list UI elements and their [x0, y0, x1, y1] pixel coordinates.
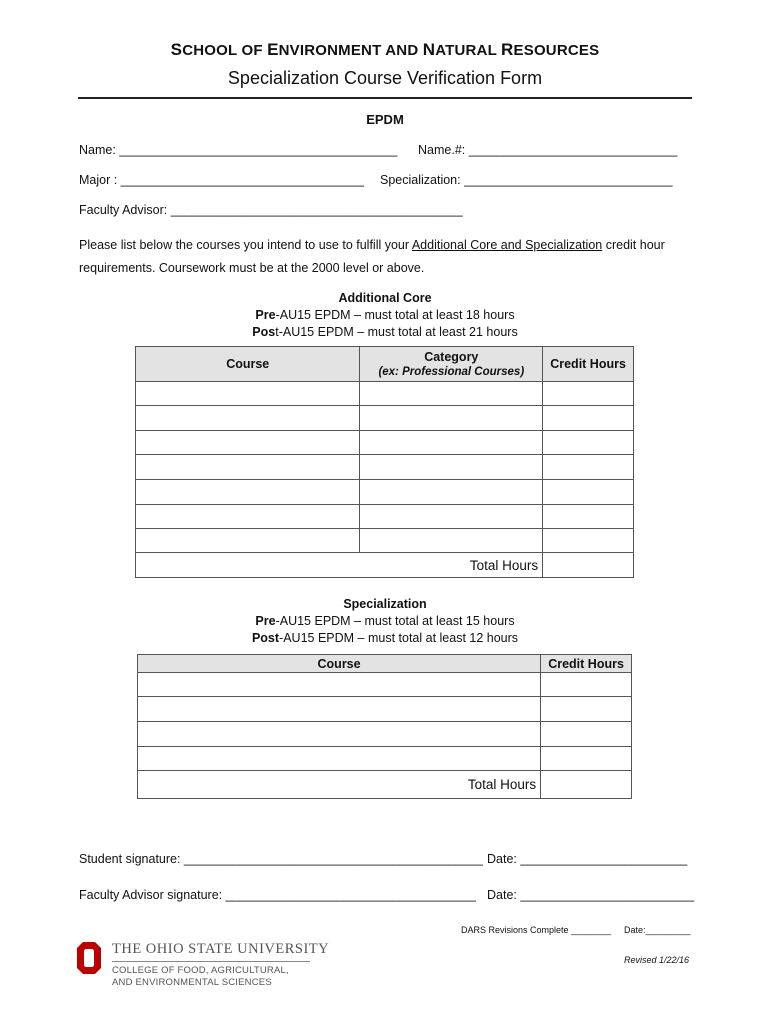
- category-example: (ex: Professional Courses): [378, 366, 525, 378]
- total-hours-label: Total Hours: [138, 771, 541, 799]
- wordmark-divider: [112, 961, 310, 962]
- additional-core-heading: [0, 290, 770, 341]
- advisor-date-field[interactable]: Date: _________________________: [487, 888, 695, 902]
- total-hours-cell[interactable]: [541, 771, 632, 799]
- college-name-line-2: AND ENVIRONMENTAL SCIENCES: [112, 977, 272, 988]
- university-name: THE OHIO STATE UNIVERSITY: [112, 941, 330, 957]
- school-initial-s: S: [170, 40, 183, 59]
- credit-cell[interactable]: [543, 382, 634, 406]
- major-field[interactable]: Major : ___________________________________: [79, 173, 364, 187]
- additional-core-table: [135, 346, 634, 578]
- instructions-text-2: credit hour requirements. Coursework must be at the 2000 level or above.: [79, 238, 665, 275]
- school-initial-r: R: [501, 40, 514, 59]
- credit-cell[interactable]: [541, 697, 632, 722]
- credit-cell[interactable]: [541, 673, 632, 697]
- osu-block-o-logo: [76, 941, 102, 975]
- total-hours-cell[interactable]: [543, 553, 634, 578]
- table-row: [138, 747, 632, 771]
- faculty-advisor-field[interactable]: Faculty Advisor: __________________________________________: [79, 203, 463, 217]
- table-row: [136, 382, 634, 406]
- specialization-field[interactable]: Specialization: ______________________________: [380, 173, 673, 187]
- course-cell[interactable]: [138, 697, 541, 722]
- category-cell[interactable]: [360, 431, 543, 455]
- category-cell[interactable]: [360, 480, 543, 505]
- additional-core-title: Additional Core: [338, 291, 432, 305]
- school-part-3: ATURAL: [435, 42, 502, 59]
- category-cell[interactable]: [360, 529, 543, 553]
- dars-date-field[interactable]: Date:_________: [624, 925, 691, 935]
- post-rest: -AU15 EPDM – must total at least 12 hours: [279, 631, 519, 645]
- table-row: [136, 406, 634, 431]
- school-part-1: CHOOL OF: [182, 42, 268, 59]
- university-wordmark: [112, 941, 329, 989]
- credit-cell[interactable]: [543, 505, 634, 529]
- table-row: [136, 480, 634, 505]
- specialization-title: Specialization: [343, 597, 427, 611]
- post-bold: Post: [251, 631, 280, 645]
- header-divider: [78, 97, 692, 99]
- course-cell[interactable]: [136, 529, 360, 553]
- total-row: [136, 553, 634, 578]
- credit-cell[interactable]: [541, 747, 632, 771]
- course-cell[interactable]: [138, 747, 541, 771]
- pre-rest: -AU15 EPDM – must total at least 18 hours: [275, 308, 515, 322]
- course-cell[interactable]: [136, 431, 360, 455]
- table-row: [138, 722, 632, 747]
- col-header-credit-hours: Credit Hours: [541, 655, 632, 673]
- school-part-2: NVIRONMENT AND: [278, 42, 423, 59]
- instructions-underlined: Additional Core and Specialization: [411, 238, 603, 252]
- course-cell[interactable]: [138, 673, 541, 697]
- college-name-line-1: COLLEGE OF FOOD, AGRICULTURAL,: [112, 965, 289, 976]
- table-header-row: [136, 347, 634, 382]
- table-row: [138, 697, 632, 722]
- credit-cell[interactable]: [543, 406, 634, 431]
- credit-cell[interactable]: [543, 480, 634, 505]
- table-row: [136, 529, 634, 553]
- additional-core-pre-rule: [0, 307, 770, 324]
- total-row: [138, 771, 632, 799]
- instructions-paragraph: [79, 234, 699, 280]
- category-cell[interactable]: [360, 382, 543, 406]
- name-field[interactable]: Name: ________________________________________: [79, 143, 398, 157]
- col-header-credit-hours: Credit Hours: [543, 347, 634, 382]
- course-cell[interactable]: [136, 505, 360, 529]
- table-row: [138, 673, 632, 697]
- table-header-row: [138, 655, 632, 673]
- school-initial-n: N: [422, 40, 436, 59]
- course-cell[interactable]: [136, 480, 360, 505]
- table-row: [136, 505, 634, 529]
- name-number-field[interactable]: Name.#: ______________________________: [418, 143, 678, 157]
- pre-bold: Pre: [255, 308, 276, 322]
- specialization-heading: [0, 596, 770, 647]
- student-signature-field[interactable]: Student signature: ___________________________________________: [79, 852, 483, 866]
- program-name: EPDM: [366, 112, 404, 127]
- additional-core-post-rule: [0, 324, 770, 341]
- category-cell[interactable]: [360, 505, 543, 529]
- category-cell[interactable]: [360, 455, 543, 480]
- course-cell[interactable]: [136, 455, 360, 480]
- student-date-field[interactable]: Date: ________________________: [487, 852, 688, 866]
- course-cell[interactable]: [136, 406, 360, 431]
- form-title: Specialization Course Verification Form: [227, 68, 543, 88]
- category-cell[interactable]: [360, 406, 543, 431]
- course-cell[interactable]: [138, 722, 541, 747]
- school-initial-e: E: [267, 40, 279, 59]
- col-header-course: Course: [136, 347, 360, 382]
- dars-revisions-field[interactable]: DARS Revisions Complete ________: [461, 925, 612, 935]
- table-row: [136, 431, 634, 455]
- advisor-signature-field[interactable]: Faculty Advisor signature: ____________________________________: [79, 888, 476, 902]
- pre-rest: -AU15 EPDM – must total at least 15 hours: [275, 614, 515, 628]
- total-hours-label: Total Hours: [136, 553, 543, 578]
- post-bold: Pos: [252, 325, 276, 339]
- school-part-4: ESOURCES: [513, 42, 600, 59]
- credit-cell[interactable]: [543, 529, 634, 553]
- specialization-table: [137, 654, 632, 799]
- col-header-category: [360, 347, 543, 382]
- post-rest: t-AU15 EPDM – must total at least 21 hours: [275, 325, 518, 339]
- revised-date: Revised 1/22/16: [624, 955, 690, 965]
- credit-cell[interactable]: [543, 431, 634, 455]
- table-row: [136, 455, 634, 480]
- credit-cell[interactable]: [543, 455, 634, 480]
- specialization-post-rule: [0, 630, 770, 647]
- course-cell[interactable]: [136, 382, 360, 406]
- school-name: [0, 40, 770, 60]
- credit-cell[interactable]: [541, 722, 632, 747]
- specialization-pre-rule: [0, 613, 770, 630]
- instructions-text-1: Please list below the courses you intend to use to fulfill your: [79, 238, 412, 252]
- pre-bold: Pre: [255, 614, 276, 628]
- col-header-course: Course: [138, 655, 541, 673]
- category-label: Category: [424, 350, 479, 364]
